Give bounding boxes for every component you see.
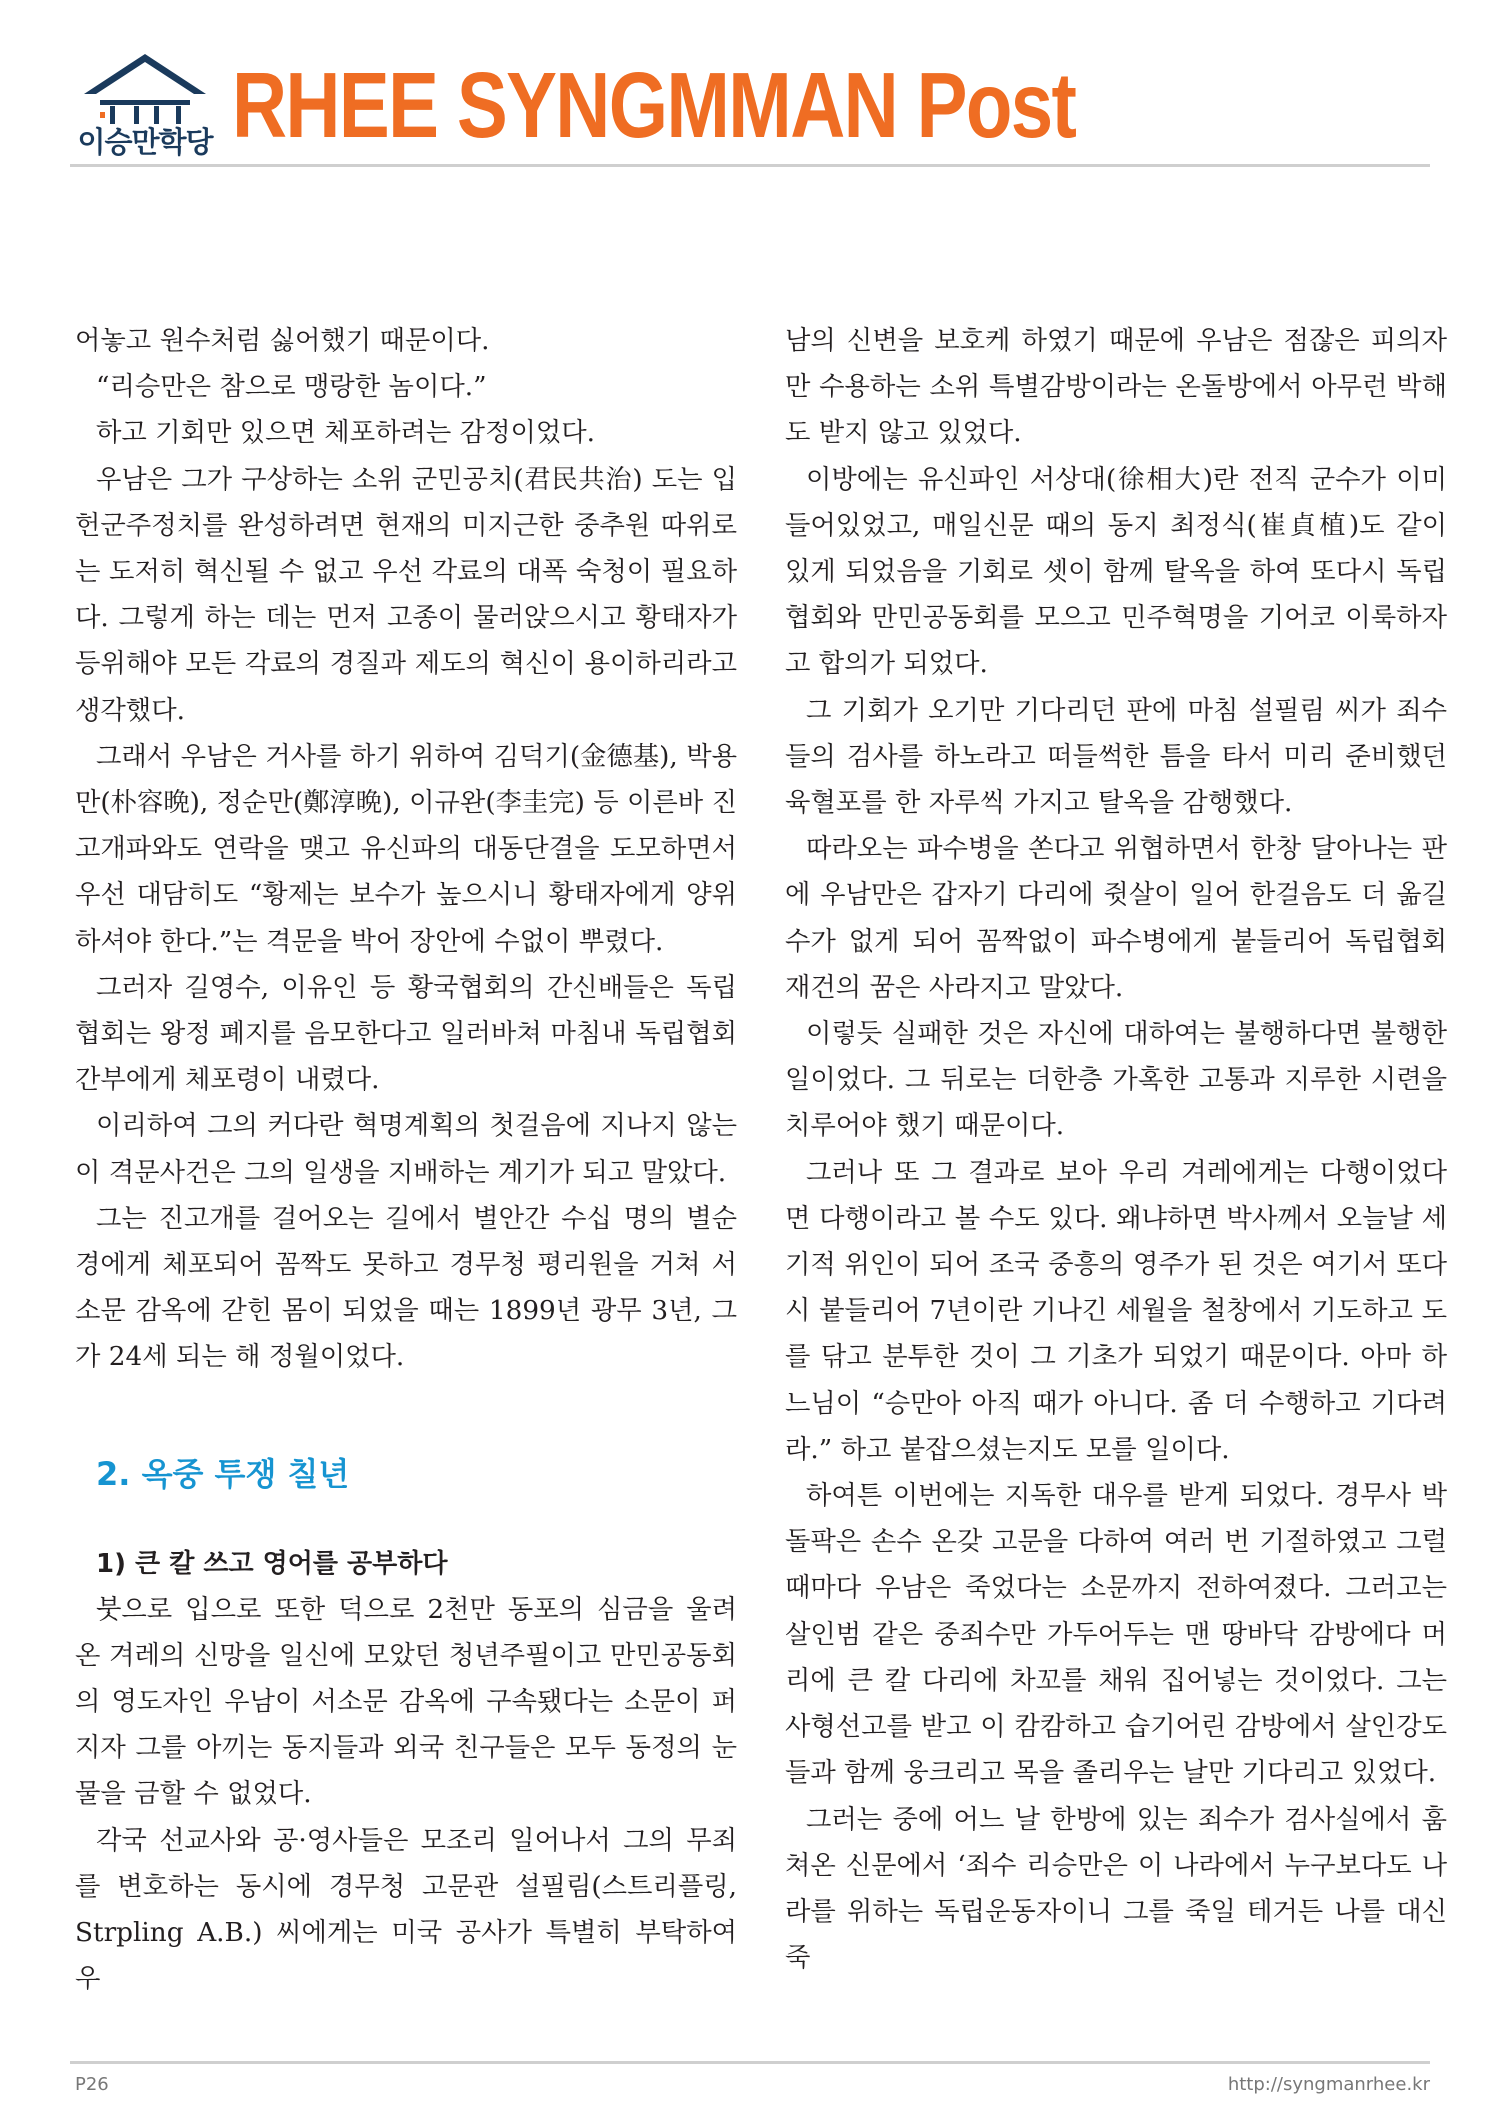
site-url[interactable]: http://syngmanrhee.kr (1227, 2074, 1430, 2095)
paragraph: 그러는 중에 어느 날 한방에 있는 죄수가 검사실에서 훔쳐온 신문에서 ‘죄수 리승만은 이 나라에서 누구보다도 나라를 위하는 독립운동자이니 그를 죽일 테거든 나를 대신 죽 (785, 1804, 1447, 1974)
paragraph: 그는 진고개를 걸어오는 길에서 별안간 수십 명의 별순경에게 체포되어 꼼짝도 못하고 경무청 평리원을 거쳐 서소문 감옥에 갇힌 몸이 되었을 때는 1899년 광무 3년, 그가 24세 되는 해 정월이었다. (75, 1203, 737, 1373)
subsection-title: 1) 큰 칼 쓰고 영어를 공부하다 (96, 1548, 448, 1579)
right-column (785, 318, 1447, 1981)
paragraph: 하여튼 이번에는 지독한 대우를 받게 되었다. 경무사 박돌팍은 손수 온갖 고문을 다하여 여러 번 기절하였고 그럴 때마다 우남은 죽었다는 소문까지 전하여졌다. 그러고는 살인범 같은 중죄수만 가두어두는 맨 땅바닥 감방에다 머리에 큰 칼 다리에 차꼬를 채워 집어넣는 것이었다. 그는 사형선고를 받고 이 캄캄하고 습기어린 감방에서 살인강도들과 함께 웅크리고 목을 졸리우는 날만 기다리고 있었다. (785, 1481, 1447, 1789)
paragraph: 그러나 또 그 결과로 보아 우리 겨레에게는 다행이었다면 다행이라고 볼 수도 있다. 왜냐하면 박사께서 오늘날 세기적 위인이 되어 조국 중흥의 영주가 된 것은 여기서 또다시 붙들리어 7년이란 기나긴 세월을 철창에서 기도하고 도를 닦고 분투한 것이 그 기초가 되었기 때문이다. 아마 하느님이 “승만아 아직 때가 아니다. 좀 더 수행하고 기다려라.” 하고 붙잡으셨는지도 모를 일이다. (785, 1157, 1447, 1465)
paragraph: 그러자 길영수, 이유인 등 황국협회의 간신배들은 독립협회는 왕정 폐지를 음모한다고 일러바쳐 마침내 독립협회 간부에게 체포령이 내렸다. (75, 972, 737, 1096)
left-column (75, 318, 737, 2003)
paragraph: 그래서 우남은 거사를 하기 위하여 김덕기(金德基), 박용만(朴容晩), 정순만(鄭淳晩), 이규완(李圭完) 등 이른바 진고개파와도 연락을 맺고 유신파의 대동단결을 도모하면서 우선 대담히도 “황제는 보수가 높으시니 황태자에게 양위하셔야 한다.”는 격문을 박어 장안에 수없이 뿌렸다. (75, 741, 737, 957)
logo-text: 이승만학당 (77, 125, 213, 159)
header-divider (70, 164, 1430, 167)
footer-divider (70, 2061, 1430, 2064)
page-number: P26 (75, 2074, 109, 2095)
paragraph: 따라오는 파수병을 쏜다고 위협하면서 한창 달아나는 판에 우남만은 갑자기 다리에 쥣살이 일어 한걸음도 더 옮길 수가 없게 되어 꼼짝없이 파수병에게 붙들리어 독립협회 재건의 꿈은 사라지고 말았다. (785, 834, 1447, 1003)
paragraph: 이렇듯 실패한 것은 자신에 대하여는 불행하다면 불행한 일이었다. 그 뒤로는 더한층 가혹한 고통과 지루한 시련을 치루어야 했기 때문이다. (785, 1019, 1447, 1142)
paragraph: 이리하여 그의 커다란 혁명계획의 첫걸음에 지나지 않는 이 격문사건은 그의 일생을 지배하는 계기가 되고 말았다. (75, 1111, 737, 1188)
paragraph: 남의 신변을 보호케 하였기 때문에 우남은 점잖은 피의자만 수용하는 소위 특별감방이라는 온돌방에서 아무런 박해도 받지 않고 있었다. (785, 326, 1447, 449)
paragraph: 어놓고 원수처럼 싫어했기 때문이다. (75, 326, 490, 356)
paragraph: 붓으로 입으로 또한 덕으로 2천만 동포의 심금을 울려 온 겨레의 신망을 일신에 모았던 청년주필이고 만민공동회의 영도자인 우남이 서소문 감옥에 구속됐다는 소문이 퍼지자 그를 아끼는 동지들과 외국 친구들은 모두 동정의 눈물을 금할 수 없었다. (75, 1594, 737, 1810)
paragraph: “리승만은 참으로 맹랑한 놈이다.” (96, 372, 487, 403)
brand-title: RHEE SYNGMMAN Post (232, 53, 1076, 157)
paragraph: 하고 기회만 있으면 체포하려는 감정이었다. (96, 418, 596, 449)
page-header (0, 0, 1500, 170)
paragraph: 우남은 그가 구상하는 소위 군민공치(君民共治) 도는 입헌군주정치를 완성하려면 현재의 미지근한 중추원 따위로는 도저히 혁신될 수 없고 우선 각료의 대폭 숙청이 필요하다. 그렇게 하는 데는 먼저 고종이 물러앉으시고 황태자가 등위해야 모든 각료의 경질과 제도의 혁신이 용이하리라고 생각했다. (75, 464, 737, 726)
paragraph: 이방에는 유신파인 서상대(徐相大)란 전직 군수가 이미 들어있었고, 매일신문 때의 동지 최정식(崔貞植)도 같이 있게 되었음을 기회로 셋이 함께 탈옥을 하여 또다시 독립협회와 만민공동회를 모으고 민주혁명을 기어코 이룩하자고 합의가 되었다. (785, 464, 1447, 680)
section-title: 2. 옥중 투쟁 칠년 (96, 1454, 350, 1493)
paragraph: 그 기회가 오기만 기다리던 판에 마침 설필림 씨가 죄수들의 검사를 하노라고 떠들썩한 틈을 타서 미리 준비했던 육혈포를 한 자루씩 가지고 탈옥을 감행했다. (785, 695, 1447, 819)
paragraph: 각국 선교사와 공·영사들은 모조리 일어나서 그의 무죄를 변호하는 동시에 경무청 고문관 설필림(스트리플링, Strpling A.B.) 씨에게는 미국 공사가 특별히 부탁하여 우 (75, 1825, 737, 1995)
